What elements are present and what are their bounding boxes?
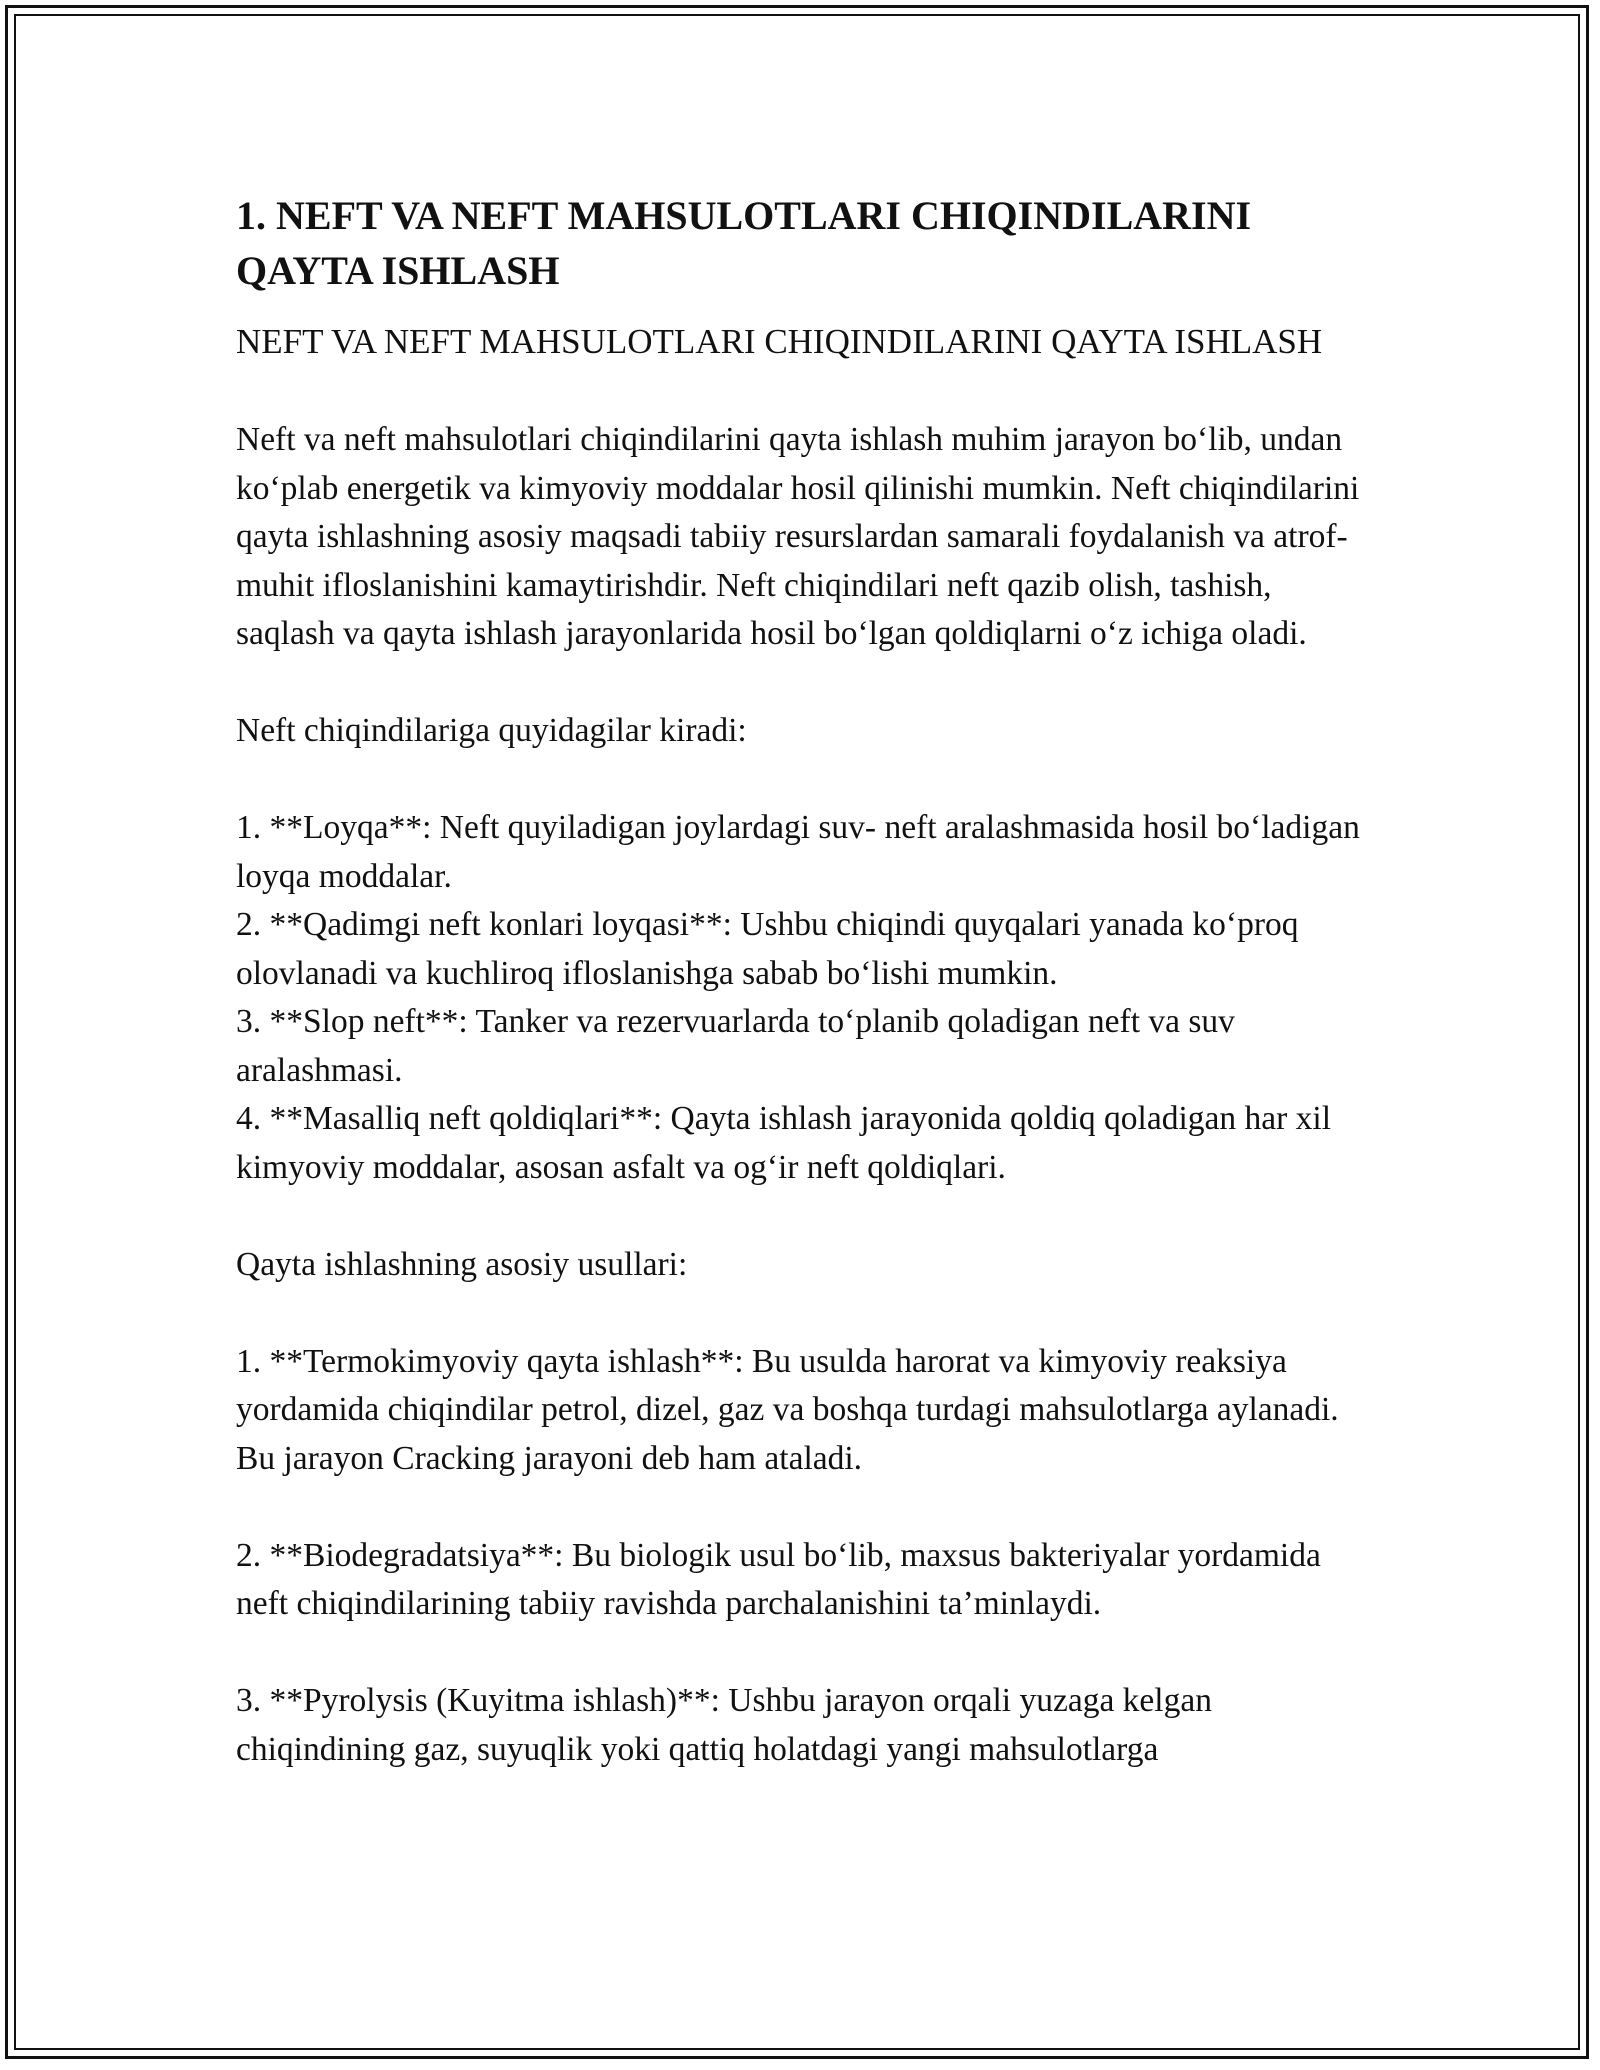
- methods-list: [236, 1338, 1376, 1775]
- spacer: [236, 756, 1376, 805]
- list-item: 1. **Termokimyoviy qayta ishlash**: Bu usulda harorat va kimyoviy reaksiya yordamida chiqindilar petrol, dizel, gaz va boshqa turdagi mahsulotlarga aylanadi. Bu jarayon Cracking jarayoni deb ham ataladi.: [236, 1342, 1339, 1477]
- spacer: [236, 1629, 1376, 1678]
- spacer: [236, 366, 1376, 416]
- document-body: [236, 188, 1376, 1774]
- document-heading: 1. NEFT VA NEFT MAHSULOTLARI CHIQINDILARINI QAYTA ISHLASH: [236, 193, 1252, 293]
- waste-types-heading: Neft chiqindilariga quyidagilar kiradi:: [236, 712, 747, 749]
- spacer: [236, 659, 1376, 708]
- list-item: 2. **Biodegradatsiya**: Bu biologik usul bo‘lib, maxsus bakteriyalar yordamida neft chiqindilarining tabiiy ravishda parchalanishini ta’minlaydi.: [236, 1536, 1321, 1622]
- spacer: [236, 1483, 1376, 1532]
- list-item: 4. **Masalliq neft qoldiqlari**: Qayta ishlash jarayonida qoldiq qoladigan har xil kimyoviy moddalar, asosan asfalt va og‘ir neft qoldiqlari.: [236, 1100, 1332, 1186]
- methods-heading: Qayta ishlashning asosiy usullari:: [236, 1245, 688, 1283]
- document-subheading: NEFT VA NEFT MAHSULOTLARI CHIQINDILARINI QAYTA ISHLASH: [236, 322, 1323, 361]
- list-item: 3. **Pyrolysis (Kuyitma ishlash)**: Ushbu jarayon orqali yuzaga kelgan chiqindining gaz, suyuqlik yoki qattiq holatdagi yangi mahsulotlarga: [236, 1682, 1212, 1768]
- waste-types-list: [236, 804, 1376, 1192]
- list-item: 2. **Qadimgi neft konlari loyqasi**: Ushbu chiqindi quyqalari yanada ko‘proq olovlanadi va kuchliroq ifloslanishga sabab bo‘lishi mumkin.: [236, 906, 1299, 992]
- spacer: [236, 1289, 1376, 1338]
- spacer: [236, 1192, 1376, 1241]
- list-item: 3. **Slop neft**: Tanker va rezervuarlarda to‘planib qoladigan neft va suv aralashmasi.: [236, 1003, 1235, 1089]
- list-item: 1. **Loyqa**: Neft quyiladigan joylardagi suv- neft aralashmasida hosil bo‘ladigan loyqa moddalar.: [236, 809, 1360, 895]
- intro-paragraph: Neft va neft mahsulotlari chiqindilarini qayta ishlash muhim jarayon bo‘lib, undan ko‘plab energetik va kimyoviy moddalar hosil qilinishi mumkin. Neft chiqindilarini qayta ishlashning asosiy maqsadi tabiiy resurslardan samarali foydalanish va atrof-muhit ifloslanishini kamaytirishdir. Neft chiqindilari neft qazib olish, tashish, saqlash va qayta ishlash jarayonlarida hosil bo‘lgan qoldiqlarni o‘z ichiga oladi.: [236, 421, 1360, 652]
